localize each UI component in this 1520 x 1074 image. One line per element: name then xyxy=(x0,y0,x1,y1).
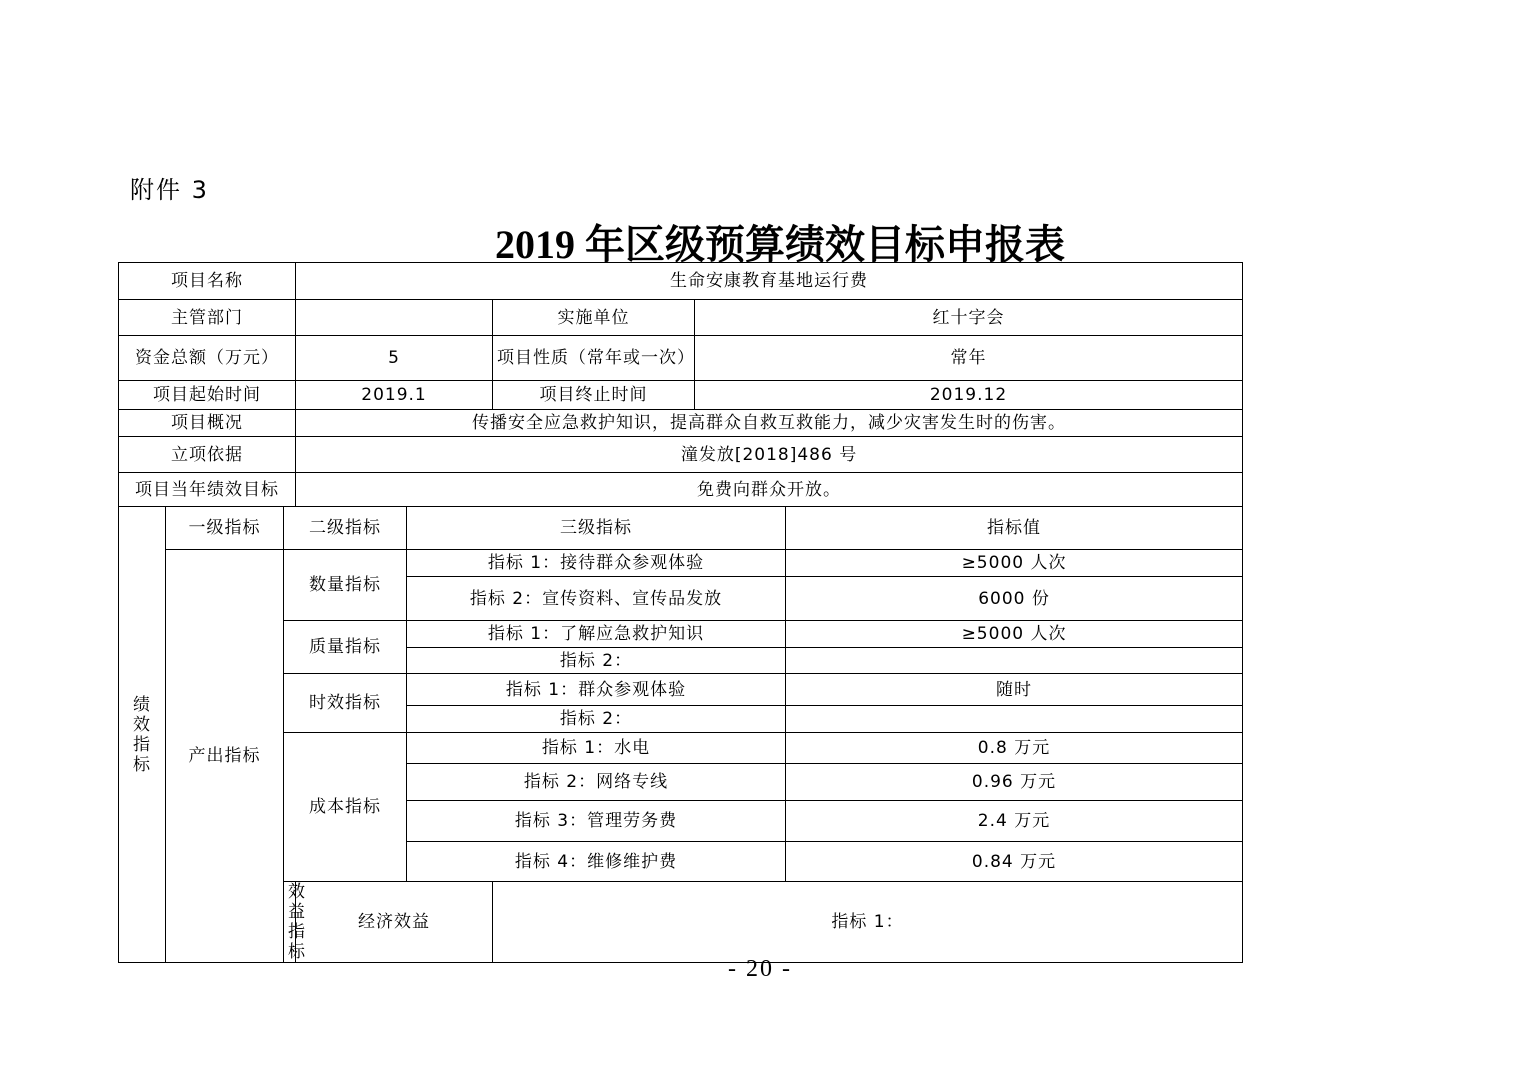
attachment-label: 附件 3 xyxy=(130,176,209,204)
level3-header: 三级指标 xyxy=(407,507,786,550)
start-time-value: 2019.1 xyxy=(296,381,493,410)
vertical-label-char: 绩 xyxy=(133,694,151,715)
end-time-label: 项目终止时间 xyxy=(493,381,695,410)
document-title-text: 2019 年区级预算绩效目标申报表 xyxy=(495,222,1065,267)
project-name-value: 生命安康教育基地运行费 xyxy=(296,263,1243,300)
indicator-row-value: 0.8 万元 xyxy=(786,733,1243,764)
indicator-row-value xyxy=(786,706,1243,733)
indicator-row-name: 指标 1：接待群众参观体验 xyxy=(407,550,786,577)
impl-unit-label: 实施单位 xyxy=(493,300,695,336)
output-indicator-label: 产出指标 xyxy=(166,550,284,963)
indicator-row-name: 指标 1：群众参观体验 xyxy=(407,674,786,706)
basis-label: 立项依据 xyxy=(119,437,296,473)
vertical-label-char: 标 xyxy=(133,754,151,775)
indicator-row-name: 指标 2： xyxy=(407,648,786,674)
overview-label: 项目概况 xyxy=(119,410,296,437)
goal-label: 项目当年绩效目标 xyxy=(119,473,296,507)
impl-unit-value: 红十字会 xyxy=(695,300,1243,336)
indicator-row-name: 指标 1：水电 xyxy=(407,733,786,764)
performance-indicators-vertical-text xyxy=(132,695,152,775)
indicator-row-value: 6000 份 xyxy=(786,577,1243,621)
nature-value: 常年 xyxy=(695,336,1243,381)
vertical-label-char: 指 xyxy=(133,734,151,755)
page-number: - 20 - xyxy=(728,956,792,982)
indicator-row-value: ≥5000 人次 xyxy=(786,550,1243,577)
dept-value xyxy=(296,300,493,336)
dept-label: 主管部门 xyxy=(119,300,296,336)
end-time-value: 2019.12 xyxy=(695,381,1243,410)
indicator-row-name: 指标 4：维修维护费 xyxy=(407,842,786,882)
goal-value: 免费向群众开放。 xyxy=(296,473,1243,507)
quantity-indicator-label: 数量指标 xyxy=(284,550,407,621)
nature-label: 项目性质（常年或一次） xyxy=(493,336,695,381)
level2-header: 二级指标 xyxy=(284,507,407,550)
indicator-row-value xyxy=(786,648,1243,674)
vertical-label-char: 效 xyxy=(133,714,151,735)
start-time-label: 项目起始时间 xyxy=(119,381,296,410)
value-header: 指标值 xyxy=(786,507,1243,550)
overview-value: 传播安全应急救护知识，提高群众自救互救能力，减少灾害发生时的伤害。 xyxy=(296,410,1243,437)
indicator-row-name: 指标 1：了解应急救护知识 xyxy=(407,621,786,648)
fund-label: 资金总额（万元） xyxy=(119,336,296,381)
indicator-row-value: 2.4 万元 xyxy=(786,801,1243,842)
quality-indicator-label: 质量指标 xyxy=(284,621,407,674)
indicator-row-name: 指标 3：管理劳务费 xyxy=(407,801,786,842)
indicator-row-name: 指标 1： xyxy=(493,882,1243,963)
indicator-row-value: 随时 xyxy=(786,674,1243,706)
indicator-row-value: 0.96 万元 xyxy=(786,764,1243,801)
budget-performance-table xyxy=(118,262,1243,963)
performance-indicators-label xyxy=(119,507,166,963)
economic-benefit-label: 经济效益 xyxy=(296,882,493,963)
indicator-row-value: 0.84 万元 xyxy=(786,842,1243,882)
indicator-row-name: 指标 2：宣传资料、宣传品发放 xyxy=(407,577,786,621)
fund-value: 5 xyxy=(296,336,493,381)
indicator-row-name: 指标 2：网络专线 xyxy=(407,764,786,801)
indicator-row-value: ≥5000 人次 xyxy=(786,621,1243,648)
benefit-indicator-label: 效益指标 xyxy=(284,882,296,963)
cost-indicator-label: 成本指标 xyxy=(284,733,407,882)
level1-header: 一级指标 xyxy=(166,507,284,550)
basis-value: 潼发放[2018]486 号 xyxy=(296,437,1243,473)
indicator-row-name: 指标 2： xyxy=(407,706,786,733)
timeliness-indicator-label: 时效指标 xyxy=(284,674,407,733)
project-name-label: 项目名称 xyxy=(119,263,296,300)
